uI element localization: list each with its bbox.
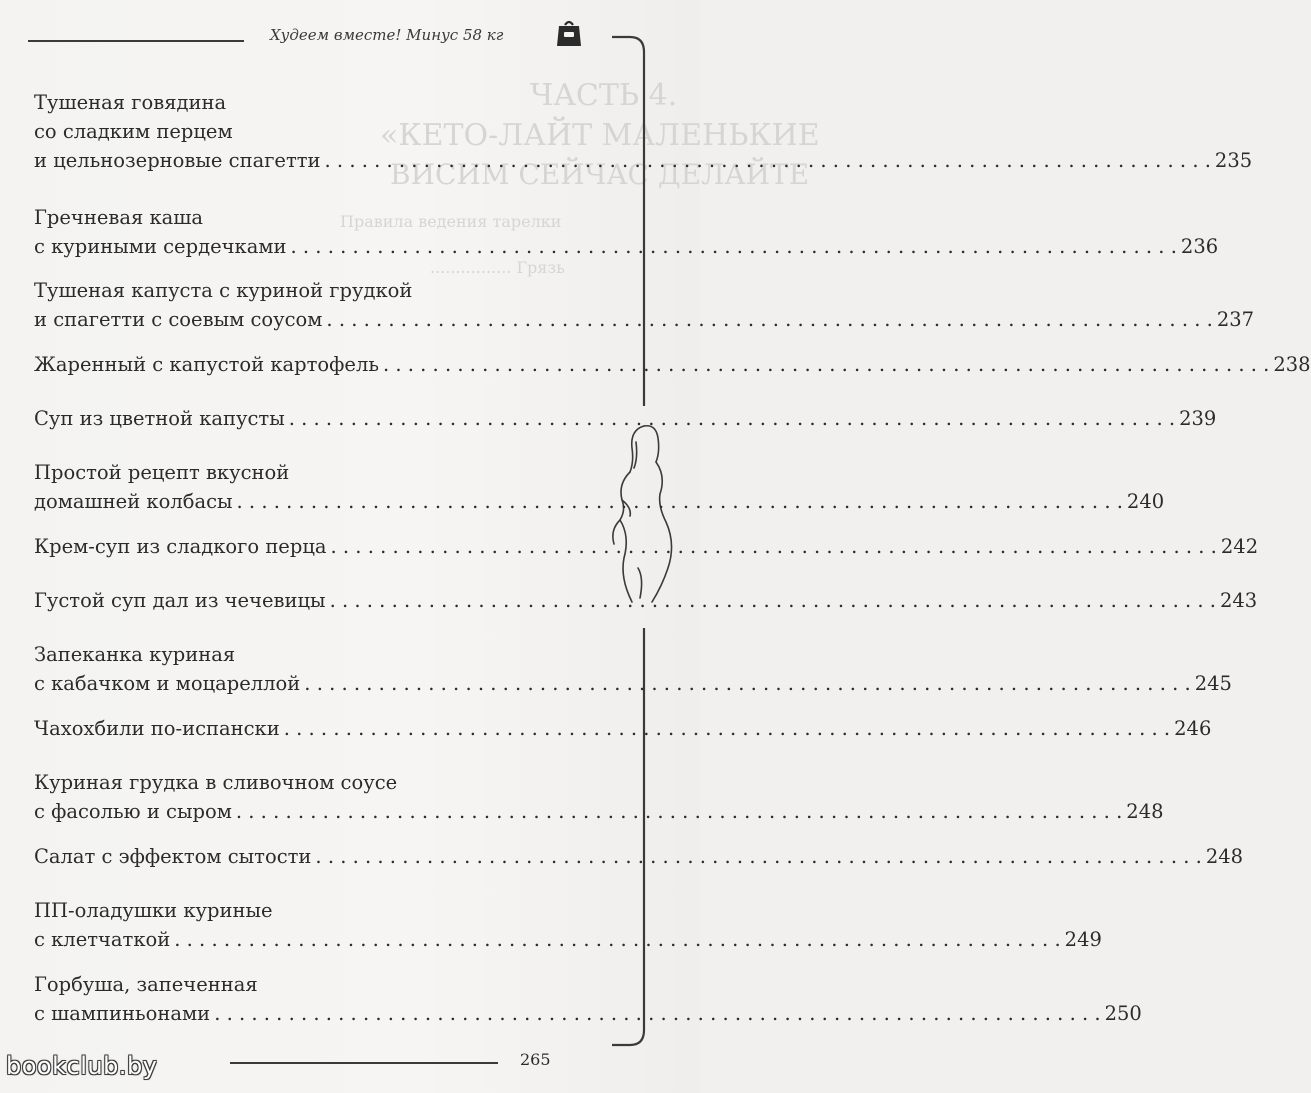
toc-entry-title-line: ПП-оладушки куриные bbox=[34, 899, 273, 922]
toc-entry-final-line bbox=[34, 404, 1217, 433]
toc-entry-title-line: Запеканка куриная bbox=[34, 643, 236, 666]
dot-leader bbox=[325, 146, 1211, 175]
dot-leader bbox=[174, 925, 1060, 954]
toc-entry-title-line: домашней колбасы bbox=[34, 490, 233, 513]
toc-entry-title-line: Тушеная говядина bbox=[34, 91, 227, 114]
toc-entry-title-line: с фасолью и сыром bbox=[34, 800, 232, 823]
bleed-through-text: ................ Грязь bbox=[430, 258, 565, 277]
watermark: bookclub.by bbox=[6, 1052, 158, 1080]
toc-entry-final-line bbox=[34, 669, 1232, 698]
toc-entry-final-line bbox=[34, 350, 1311, 379]
toc-entry[interactable] bbox=[34, 640, 1232, 698]
toc-entry[interactable] bbox=[34, 768, 1164, 826]
toc-entry-title-line: Горбуша, запеченная bbox=[34, 973, 258, 996]
toc-entry[interactable] bbox=[34, 458, 1165, 516]
toc-page-number: 243 bbox=[1219, 589, 1258, 612]
toc-entry[interactable] bbox=[34, 714, 1212, 743]
bleed-through-text: «КЕТО-ЛАЙТ МАЛЕНЬКИЕ bbox=[380, 118, 820, 153]
toc-page-number: 236 bbox=[1180, 235, 1219, 258]
toc-entry-title-line: Суп из цветной капусты bbox=[34, 407, 285, 430]
dot-leader bbox=[326, 305, 1212, 334]
bleed-through-text: ЧАСТЬ 4. bbox=[530, 78, 678, 113]
toc-entry[interactable] bbox=[34, 586, 1258, 615]
toc-entry-title-line: Гречневая каша bbox=[34, 206, 204, 229]
toc-entry-title-line: Крем-суп из сладкого перца bbox=[34, 535, 327, 558]
dot-leader bbox=[236, 797, 1122, 826]
toc-page-number: 237 bbox=[1216, 308, 1255, 331]
dot-leader bbox=[291, 232, 1177, 261]
toc-entry-title-line: и спагетти с соевым соусом bbox=[34, 308, 323, 331]
toc-entry-title-line: Салат с эффектом сытости bbox=[34, 845, 312, 868]
toc-entry[interactable] bbox=[34, 350, 1311, 379]
dot-leader bbox=[304, 669, 1190, 698]
dot-leader bbox=[383, 350, 1269, 379]
toc-page-number: 246 bbox=[1174, 717, 1212, 740]
dot-leader bbox=[237, 487, 1123, 516]
toc-entry[interactable] bbox=[34, 276, 1255, 334]
toc-page-number: 248 bbox=[1126, 800, 1164, 823]
toc-page-number: 245 bbox=[1194, 672, 1232, 695]
toc-entry[interactable] bbox=[34, 203, 1219, 261]
toc-entry[interactable] bbox=[34, 404, 1217, 433]
toc-entry-title-line: Чахохбили по-испански bbox=[34, 717, 280, 740]
toc-entry-title-line: Куриная грудка в сливочном соусе bbox=[34, 771, 398, 794]
toc-entry-title-line: с клетчаткой bbox=[34, 928, 171, 951]
toc-entry-final-line bbox=[34, 487, 1165, 516]
toc-page-number: 240 bbox=[1126, 490, 1165, 513]
dot-leader bbox=[331, 532, 1217, 561]
toc-page-number: 249 bbox=[1064, 928, 1102, 951]
bleed-through-text: ВИСИМ СЕЙЧАС ДЕЛАЙТЕ bbox=[390, 158, 810, 191]
toc-entry[interactable] bbox=[34, 842, 1244, 871]
dot-leader bbox=[284, 714, 1170, 743]
toc-entry-title-line: с кабачком и моцареллой bbox=[34, 672, 301, 695]
toc-entry-final-line bbox=[34, 925, 1102, 954]
toc-entry-title-line: с шампиньонами bbox=[34, 1002, 211, 1025]
toc-entry-final-line bbox=[34, 232, 1219, 261]
toc-entry-final-line bbox=[34, 797, 1164, 826]
toc-entry-title-line: Густой суп дал из чечевицы bbox=[34, 589, 326, 612]
toc-page-number: 235 bbox=[1214, 149, 1253, 172]
toc-page-number: 242 bbox=[1220, 535, 1259, 558]
toc-entry-title-line: Простой рецепт вкусной bbox=[34, 461, 290, 484]
toc-entry-final-line bbox=[34, 305, 1255, 334]
toc-entry-final-line bbox=[34, 842, 1244, 871]
footer-rule bbox=[230, 1062, 498, 1064]
toc-entry-final-line bbox=[34, 714, 1212, 743]
running-header: Худеем вместе! Минус 58 кг bbox=[270, 26, 504, 44]
header-rule bbox=[28, 40, 244, 42]
toc-entry-final-line bbox=[34, 532, 1259, 561]
page-number: 265 bbox=[520, 1050, 551, 1069]
toc-page-number: 239 bbox=[1179, 407, 1217, 430]
toc-entry[interactable] bbox=[34, 532, 1259, 561]
toc-entry-title-line: со сладким перцем bbox=[34, 120, 233, 143]
toc-entry-title-line: Тушеная капуста с куриной грудкой bbox=[34, 279, 413, 302]
dot-leader bbox=[330, 586, 1216, 615]
toc-entry[interactable] bbox=[34, 970, 1142, 1028]
toc-page-number: 238 bbox=[1273, 353, 1311, 376]
dot-leader bbox=[315, 842, 1201, 871]
toc-entry-title-line: Жаренный с капустой картофель bbox=[34, 353, 379, 376]
toc-page-number: 250 bbox=[1104, 1002, 1142, 1025]
scale-icon bbox=[554, 18, 584, 48]
toc-entry-title-line: и цельнозерновые спагетти bbox=[34, 149, 321, 172]
toc-page-number: 248 bbox=[1205, 845, 1244, 868]
dot-leader bbox=[214, 999, 1100, 1028]
toc-entry-final-line bbox=[34, 999, 1142, 1028]
toc-entry-title-line: с куриными сердечками bbox=[34, 235, 287, 258]
toc-entry-final-line bbox=[34, 586, 1258, 615]
dot-leader bbox=[289, 404, 1175, 433]
bleed-through-text: Правила ведения тарелки bbox=[340, 212, 562, 231]
toc-entry[interactable] bbox=[34, 896, 1102, 954]
